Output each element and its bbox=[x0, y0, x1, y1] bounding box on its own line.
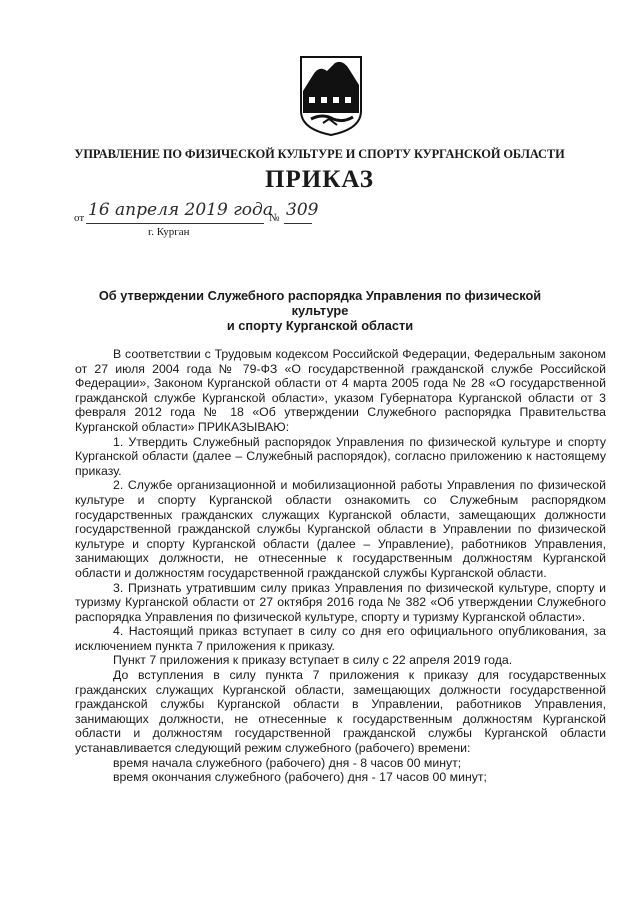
date-underline bbox=[86, 223, 264, 224]
paragraph-start-time: время начала служебного (рабочего) дня - 8 часов 00 минут; bbox=[113, 755, 462, 770]
document-title: ПРИКАЗ bbox=[265, 166, 374, 193]
paragraph-item-2: 2. Службе организационной и мобилизационной работы Управления по физической культуре и спорту Курганской области ознакомить со Служебным распорядком государственных гражданских служащих Курганской области, замещающих должности государственной гражданской службы Курганской области в Управлении по физической культуре и спорту Курганской области (далее – Управление), работников Управления, занимающих должности, не отнесенные к государственным должностям Курганской области и должностям государственной гражданской службы Курганской области. bbox=[75, 478, 606, 580]
number-underline bbox=[284, 223, 312, 224]
handwritten-date: 16 апреля 2019 года bbox=[88, 200, 273, 220]
organization-name: УПРАВЛЕНИЕ ПО ФИЗИЧЕСКОЙ КУЛЬТУРЕ И СПОРТУ КУРГАНСКОЙ ОБЛАСТИ bbox=[74, 147, 565, 161]
paragraph-item-3: 3. Признать утратившим силу приказ Управления по физической культуре, спорту и туризму Курганской области от 27 октября 2016 года № 382 «Об утверждении Служебного распорядка Управления по физической культуре, спорту и туризму Курганской области». bbox=[75, 580, 606, 624]
subject-line-1: Об утверждении Служебного распорядка Управления по физической культуре bbox=[98, 288, 542, 318]
document-body bbox=[75, 347, 606, 785]
city-label: г. Курган bbox=[148, 226, 190, 238]
paragraph-item-4: 4. Настоящий приказ вступает в силу со дня его официального опубликования, за исключением пункта 7 приложения к приказу. bbox=[75, 624, 606, 653]
date-from-label: от bbox=[74, 212, 85, 224]
paragraph-end-time: время окончания служебного (рабочего) дня - 17 часов 00 минут; bbox=[113, 770, 487, 785]
subject-line-2: и спорту Курганской области bbox=[226, 318, 414, 333]
paragraph-item-1: 1. Утвердить Служебный распорядок Управления по физической культуре и спорту Курганской области (далее – Служебный распорядок), согласно приложению к настоящему приказу. bbox=[75, 434, 606, 478]
coat-of-arms-emblem bbox=[299, 55, 363, 137]
document-subject bbox=[80, 288, 560, 333]
paragraph-item-4-note: Пункт 7 приложения к приказу вступает в силу с 22 апреля 2019 года. bbox=[113, 653, 513, 668]
paragraph-preamble: В соответствии с Трудовым кодексом Российской Федерации, Федеральным законом от 27 июля 2004 года № 79-ФЗ «О государственной гражданской службе Российской Федерации», Законом Курганской области от 4 марта 2005 года № 28 «О государственной гражданской службе Курганской области», указом Губернатора Курганской области от 3 февраля 2012 года № 18 «Об утверждении Служебного распорядка Правительства Курганской области» ПРИКАЗЫВАЮ: bbox=[75, 347, 606, 434]
paragraph-transition: До вступления в силу пункта 7 приложения к приказу для государственных гражданских служащих Курганской области, замещающих должности государственной гражданской службы Курганской области в Управлении, работников Управления, занимающих должности, не отнесенные к государственным должностям Курганской области и должностям государственной гражданской службы Курганской области устанавливается следующий режим служебного (рабочего) времени: bbox=[75, 668, 606, 756]
number-label: № bbox=[269, 212, 280, 224]
handwritten-number: 309 bbox=[286, 200, 319, 220]
